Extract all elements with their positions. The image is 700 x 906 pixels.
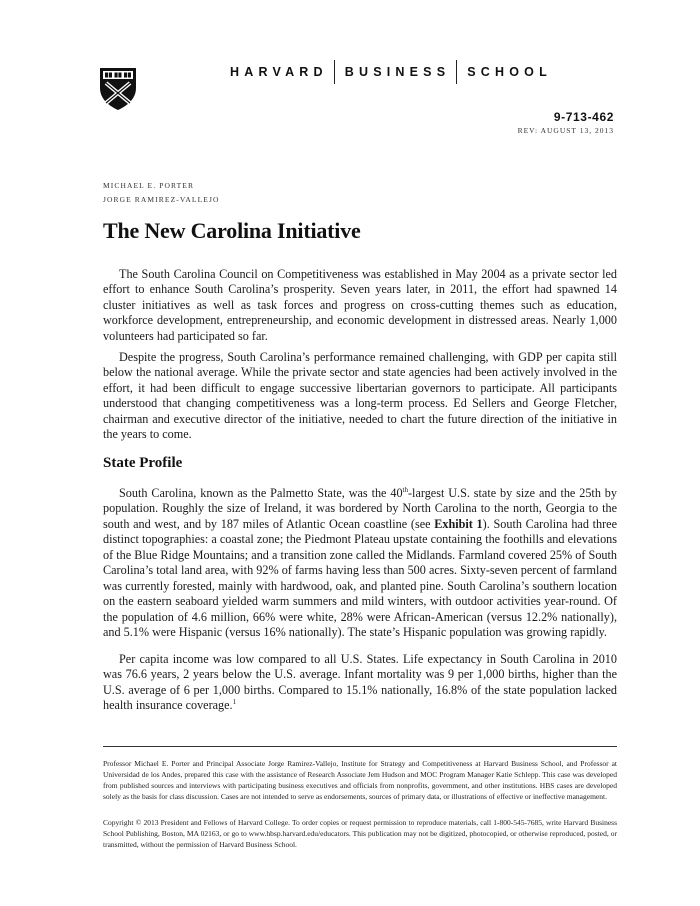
revision-date: REV: AUGUST 13, 2013 bbox=[517, 126, 614, 135]
harvard-shield-icon bbox=[99, 67, 137, 111]
masthead-divider bbox=[456, 60, 457, 84]
author-note: Professor Michael E. Porter and Principal Associate Jorge Ramirez-Vallejo, Institute for Strategy and Competitiveness at Harvard Business School, and Professor at Universidad de los Andes, prepared this case with the assistance of Research Associate Jem Hudson and MOC Program Manager Katie Schlepp. This case was developed from published sources and interviews with participating business executives and officials from nonprofits, government, and other institutions. HBS cases are developed solely as the basis for class discussion. Cases are not intended to serve as endorsements, sources of primary data, or illustrations of effective or ineffective management. bbox=[103, 759, 617, 801]
intro-paragraph: Despite the progress, South Carolina’s performance remained challenging, with GDP per capita still below the national average. While the private sector and state agencies had been actively involved in the effort, it had been difficult to engage successive libertarian governors to participate. All participants understood that changing competitiveness was a long-term process. Ed Sellers and George Fletcher, chairman and executive director of the initiative, needed to chart the future direction of the initiative in the years to come. bbox=[103, 350, 617, 442]
masthead-school: SCHOOL bbox=[467, 65, 552, 79]
masthead-harvard: HARVARD bbox=[230, 65, 328, 79]
paragraph-text: -largest U.S. state by size and the 25th by population. Roughly the size of Ireland, it was bordered by North Carolina to the north, Georgia to the south and west, and by 187 miles of Atlantic Ocean coastline (see bbox=[103, 486, 617, 531]
body-paragraph bbox=[103, 652, 617, 714]
ordinal-suffix: th bbox=[402, 485, 408, 494]
document-title: The New Carolina Initiative bbox=[103, 218, 361, 243]
body-paragraph bbox=[103, 486, 617, 641]
author-name: MICHAEL E. PORTER bbox=[103, 181, 195, 190]
section-heading: State Profile bbox=[103, 455, 183, 471]
exhibit-reference: Exhibit 1 bbox=[434, 516, 483, 531]
masthead bbox=[230, 63, 622, 81]
masthead-business: BUSINESS bbox=[344, 65, 451, 79]
paragraph-text: ). South Carolina had three distinct topographies: a coastal zone; the Piedmont Plateau upstate containing the foothills and elevations of the Blue Ridge Mountains; and a transition zone called the Midlands. Farmland covered 25% of South Carolina’s total land area, with 92% of farms having less than 500 acres. Sixty-seven percent of farmland was currently forested, mainly with hardwood, oak, and planted pine. South Carolina’s southern location on the eastern seaboard yielded warm summers and mild winters, with outdoor activities year-round. Of the population of 4.6 million, 66% were white, 28% were African-American (versus 12.2% nationally), and 5.1% were Hispanic (versus 16% nationally). The state’s Hispanic population was growing rapidly. bbox=[103, 516, 617, 640]
intro-paragraph: The South Carolina Council on Competitiveness was established in May 2004 as a private sector led effort to enhance South Carolina’s prosperity. Seven years later, in 2011, the effort had spawned 14 cluster initiatives as well as task forces and progress on cross-cutting themes such as education, workforce development, entrepreneurship, and economic development in distressed areas. Nearly 1,000 volunteers had participated so far. bbox=[103, 267, 617, 343]
paragraph-text: South Carolina, known as the Palmetto State, was the 40 bbox=[119, 486, 403, 500]
paragraph-text: Per capita income was low compared to all U.S. States. Life expectancy in South Carolina in 2010 was 76.6 years, 2 years below the U.S. average. Infant mortality was 9 per 1,000 births, higher than the U.S. average of 6 per 1,000 births. Compared to 15.1% nationally, 16.8% of the state population lacked health insurance coverage. bbox=[103, 652, 617, 713]
case-number: 9-713-462 bbox=[553, 110, 614, 124]
author-name: JORGE RAMIREZ-VALLEJO bbox=[103, 195, 220, 204]
footnote-divider bbox=[103, 746, 617, 747]
footnote-marker: 1 bbox=[232, 698, 237, 707]
masthead-divider bbox=[334, 60, 335, 84]
copyright-note: Copyright © 2013 President and Fellows of Harvard College. To order copies or request permission to reproduce materials, call 1-800-545-7685, write Harvard Business School Publishing, Boston, MA 02163, or go to www.hbsp.harvard.edu/educators. This publication may not be digitized, photocopied, or otherwise reproduced, posted, or transmitted, without the permission of Harvard Business School. bbox=[103, 818, 617, 849]
